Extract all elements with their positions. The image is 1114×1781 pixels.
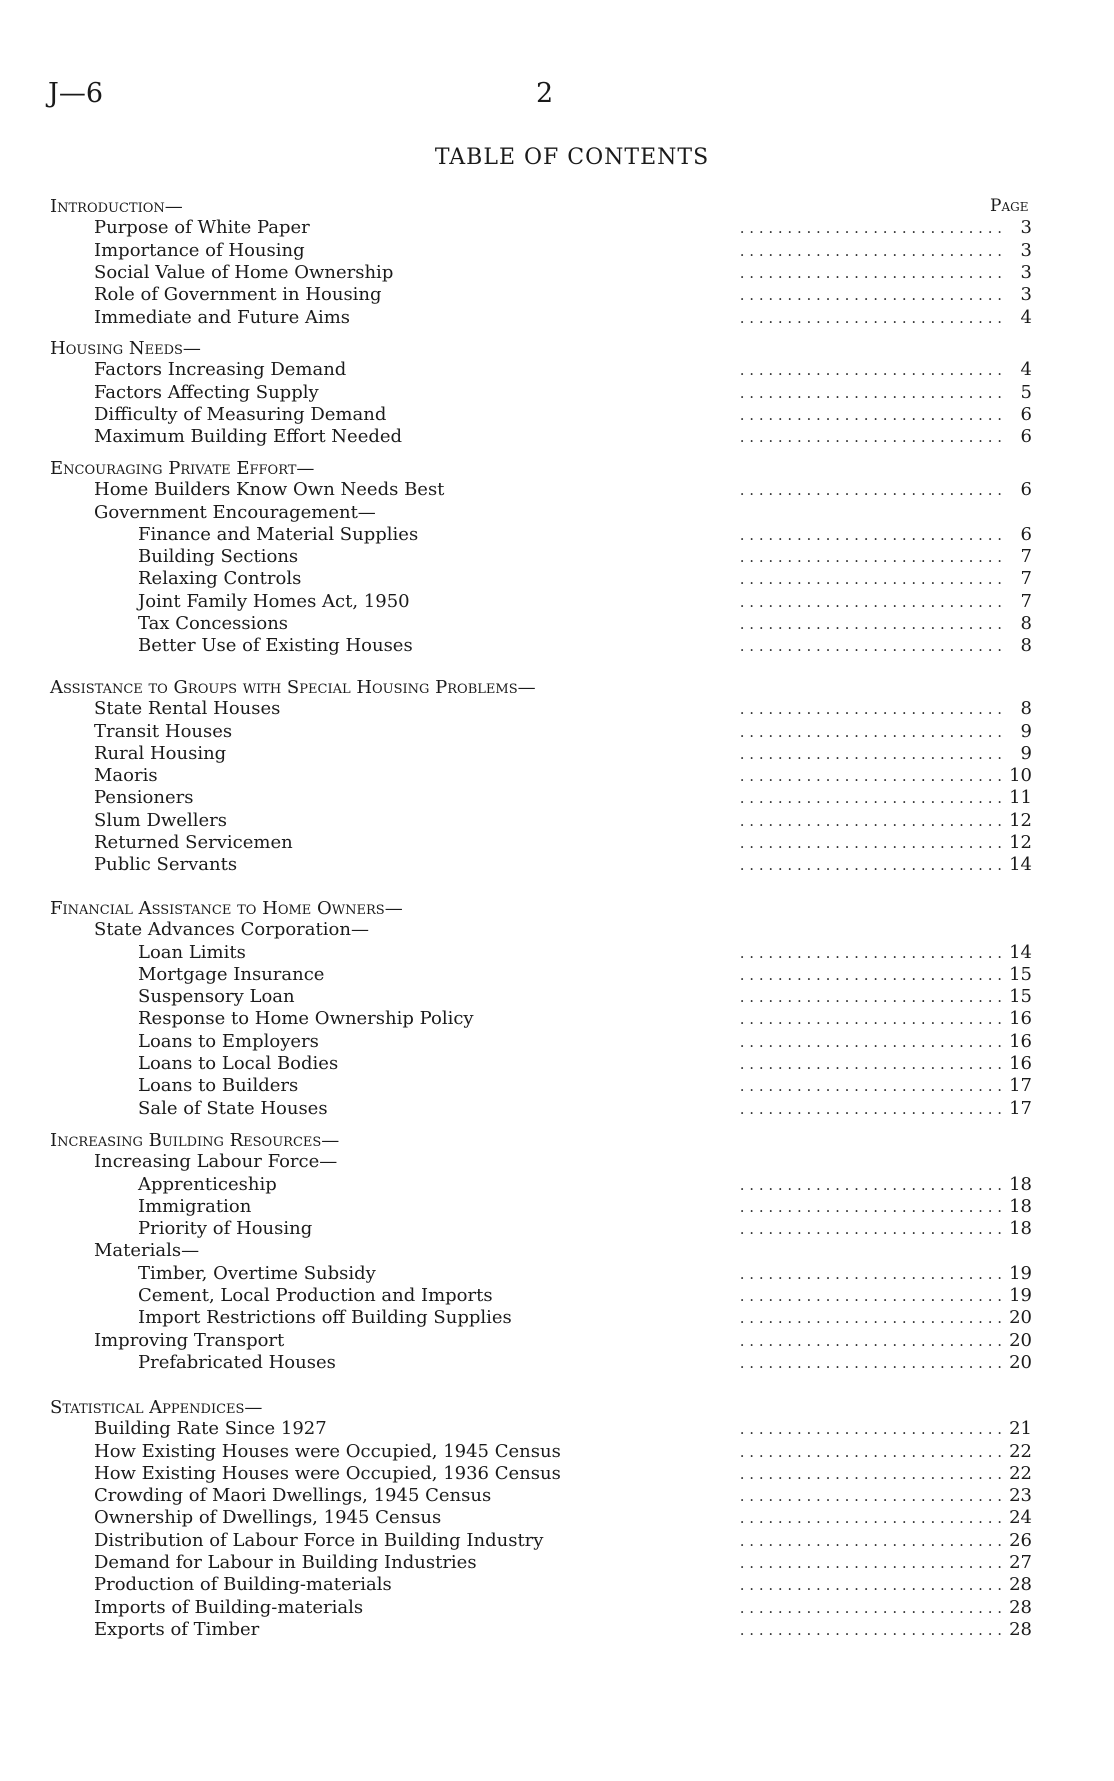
leader-dots: . . . . . . . . . . . . . . . . . . . . . . . . . . . .: [739, 723, 1002, 741]
leader-dots: . . . . . . . . . . . . . . . . . . . . . . . . . . . .: [739, 966, 1002, 984]
toc-entry-label: Transit Houses: [94, 721, 233, 742]
toc-entry-label: Finance and Material Supplies: [138, 524, 419, 545]
toc-entry-label: Import Restrictions off Building Supplies: [138, 1307, 512, 1328]
section-heading: Assistance to Groups with Special Housing Problems—: [50, 677, 536, 698]
toc-entry-label: Role of Government in Housing: [94, 284, 382, 305]
leader-dots: . . . . . . . . . . . . . . . . . . . . . . . . . . . .: [739, 834, 1002, 852]
toc-entry-label: Cement, Local Production and Imports: [138, 1285, 493, 1306]
leader-dots: . . . . . . . . . . . . . . . . . . . . . . . . . . . .: [739, 812, 1002, 830]
leader-dots: . . . . . . . . . . . . . . . . . . . . . . . . . . . .: [739, 1100, 1002, 1118]
page-column-label: Page: [990, 196, 1029, 216]
toc-entry-page: 26: [1009, 1530, 1032, 1551]
section-heading: Introduction—: [50, 196, 183, 217]
leader-dots: . . . . . . . . . . . . . . . . . . . . . . . . . . . .: [739, 1621, 1002, 1639]
toc-entry: [0, 360, 1114, 380]
toc-entry: [0, 1099, 1114, 1119]
toc-entry: [0, 308, 1114, 328]
toc-entry-page: 20: [1009, 1352, 1032, 1373]
toc-entry-page: 23: [1009, 1485, 1032, 1506]
document-code: J—6: [48, 78, 104, 109]
section-heading: Statistical Appendices—: [50, 1397, 263, 1418]
toc-entry-page: 17: [1009, 1098, 1032, 1119]
toc-entry-label: Imports of Building-materials: [94, 1597, 364, 1618]
toc-entry-label: Public Servants: [94, 854, 238, 875]
toc-entry-page: 18: [1009, 1174, 1032, 1195]
toc-entry-page: 3: [1020, 262, 1032, 283]
toc-entry-label: Factors Affecting Supply: [94, 382, 319, 403]
toc-entry: [0, 699, 1114, 719]
leader-dots: . . . . . . . . . . . . . . . . . . . . . . . . . . . .: [739, 1077, 1002, 1095]
toc-entry-page: 3: [1020, 284, 1032, 305]
toc-entry-page: 11: [1009, 787, 1032, 808]
toc-entry-page: 21: [1009, 1418, 1032, 1439]
toc-entry-label: Materials—: [94, 1240, 200, 1261]
leader-dots: . . . . . . . . . . . . . . . . . . . . . . . . . . . .: [739, 481, 1002, 499]
toc-entry: [0, 592, 1114, 612]
leader-dots: . . . . . . . . . . . . . . . . . . . . . . . . . . . .: [739, 789, 1002, 807]
leader-dots: . . . . . . . . . . . . . . . . . . . . . . . . . . . .: [739, 1354, 1002, 1372]
toc-entry-page: 9: [1020, 743, 1032, 764]
toc-entry-page: 6: [1020, 524, 1032, 545]
toc-entry-label: How Existing Houses were Occupied, 1945 Census: [94, 1441, 561, 1462]
toc-entry: [0, 1264, 1114, 1284]
toc-entry: [0, 383, 1114, 403]
toc-entry: [0, 855, 1114, 875]
toc-entry: [0, 405, 1114, 425]
toc-entry-label: Loans to Local Bodies: [138, 1053, 339, 1074]
toc-entry-label: Prefabricated Houses: [138, 1352, 336, 1373]
toc-entry-page: 6: [1020, 404, 1032, 425]
toc-entry-label: Rural Housing: [94, 743, 227, 764]
toc-entry: [0, 788, 1114, 808]
leader-dots: . . . . . . . . . . . . . . . . . . . . . . . . . . . .: [739, 745, 1002, 763]
toc-entry-label: Response to Home Ownership Policy: [138, 1008, 474, 1029]
toc-entry-label: State Rental Houses: [94, 698, 281, 719]
toc-entry-label: Tax Concessions: [138, 613, 289, 634]
toc-entry-page: 4: [1020, 307, 1032, 328]
toc-entry-label: Mortgage Insurance: [138, 964, 325, 985]
leader-dots: . . . . . . . . . . . . . . . . . . . . . . . . . . . .: [739, 1554, 1002, 1572]
leader-dots: . . . . . . . . . . . . . . . . . . . . . . . . . . . .: [739, 700, 1002, 718]
toc-entry: [0, 920, 1114, 940]
toc-entry-page: 22: [1009, 1463, 1032, 1484]
toc-entry-label: Maximum Building Effort Needed: [94, 426, 403, 447]
leader-dots: . . . . . . . . . . . . . . . . . . . . . . . . . . . .: [739, 361, 1002, 379]
toc-entry-page: 7: [1020, 568, 1032, 589]
leader-dots: . . . . . . . . . . . . . . . . . . . . . . . . . . . .: [739, 264, 1002, 282]
toc-entry: [0, 218, 1114, 238]
toc-entry: [0, 1076, 1114, 1096]
toc-entry-page: 7: [1020, 591, 1032, 612]
toc-entry-page: 20: [1009, 1307, 1032, 1328]
toc-entry: [0, 1175, 1114, 1195]
toc-entry-label: Apprenticeship: [138, 1174, 277, 1195]
toc-entry: [0, 1464, 1114, 1484]
toc-entry: [0, 1009, 1114, 1029]
leader-dots: . . . . . . . . . . . . . . . . . . . . . . . . . . . .: [739, 548, 1002, 566]
toc-entry-page: 8: [1020, 613, 1032, 634]
toc-entry-label: Purpose of White Paper: [94, 217, 310, 238]
toc-entry-page: 16: [1009, 1008, 1032, 1029]
toc-entry-label: Loans to Builders: [138, 1075, 299, 1096]
toc-entry: [0, 1575, 1114, 1595]
toc-entry-page: 24: [1009, 1507, 1032, 1528]
leader-dots: . . . . . . . . . . . . . . . . . . . . . . . . . . . .: [739, 1509, 1002, 1527]
toc-entry: [0, 1620, 1114, 1640]
toc-entry-page: 15: [1009, 964, 1032, 985]
toc-entry: [0, 722, 1114, 742]
leader-dots: . . . . . . . . . . . . . . . . . . . . . . . . . . . .: [739, 219, 1002, 237]
toc-entry: [0, 766, 1114, 786]
section-heading: Encouraging Private Effort—: [50, 458, 315, 479]
leader-dots: . . . . . . . . . . . . . . . . . . . . . . . . . . . .: [739, 988, 1002, 1006]
leader-dots: . . . . . . . . . . . . . . . . . . . . . . . . . . . .: [739, 286, 1002, 304]
toc-entry-label: Ownership of Dwellings, 1945 Census: [94, 1507, 442, 1528]
toc-entry: [0, 547, 1114, 567]
toc-entry-page: 27: [1009, 1552, 1032, 1573]
toc-entry-page: 28: [1009, 1597, 1032, 1618]
toc-entry-page: 7: [1020, 546, 1032, 567]
toc-entry: [0, 811, 1114, 831]
toc-entry-label: Sale of State Houses: [138, 1098, 328, 1119]
toc-entry-page: 9: [1020, 721, 1032, 742]
toc-entry-page: 12: [1009, 810, 1032, 831]
leader-dots: . . . . . . . . . . . . . . . . . . . . . . . . . . . .: [739, 309, 1002, 327]
leader-dots: . . . . . . . . . . . . . . . . . . . . . . . . . . . .: [739, 1599, 1002, 1617]
toc-entry: [0, 1486, 1114, 1506]
leader-dots: . . . . . . . . . . . . . . . . . . . . . . . . . . . .: [739, 1532, 1002, 1550]
toc-entry-page: 6: [1020, 479, 1032, 500]
toc-entry: [0, 263, 1114, 283]
leader-dots: . . . . . . . . . . . . . . . . . . . . . . . . . . . .: [739, 767, 1002, 785]
toc-entry: [0, 1241, 1114, 1261]
toc-entry: [0, 1219, 1114, 1239]
section-heading: Financial Assistance to Home Owners—: [50, 898, 403, 919]
toc-entry: [0, 636, 1114, 656]
leader-dots: . . . . . . . . . . . . . . . . . . . . . . . . . . . .: [739, 1487, 1002, 1505]
toc-entry-page: 3: [1020, 240, 1032, 261]
toc-entry-label: Home Builders Know Own Needs Best: [94, 479, 445, 500]
toc-entry: [0, 1152, 1114, 1172]
leader-dots: . . . . . . . . . . . . . . . . . . . . . . . . . . . .: [739, 1055, 1002, 1073]
leader-dots: . . . . . . . . . . . . . . . . . . . . . . . . . . . .: [739, 1443, 1002, 1461]
leader-dots: . . . . . . . . . . . . . . . . . . . . . . . . . . . .: [739, 570, 1002, 588]
leader-dots: . . . . . . . . . . . . . . . . . . . . . . . . . . . .: [739, 1576, 1002, 1594]
toc-entry: [0, 1442, 1114, 1462]
leader-dots: . . . . . . . . . . . . . . . . . . . . . . . . . . . .: [739, 428, 1002, 446]
leader-dots: . . . . . . . . . . . . . . . . . . . . . . . . . . . .: [739, 406, 1002, 424]
leader-dots: . . . . . . . . . . . . . . . . . . . . . . . . . . . .: [739, 1176, 1002, 1194]
toc-entry-label: Crowding of Maori Dwellings, 1945 Census: [94, 1485, 492, 1506]
toc-entry: [0, 1308, 1114, 1328]
page-title: TABLE OF CONTENTS: [434, 145, 710, 170]
toc-entry-label: Slum Dwellers: [94, 810, 227, 831]
leader-dots: . . . . . . . . . . . . . . . . . . . . . . . . . . . .: [739, 526, 1002, 544]
toc-entry-label: Joint Family Homes Act, 1950: [138, 591, 410, 612]
toc-entry: [0, 569, 1114, 589]
leader-dots: . . . . . . . . . . . . . . . . . . . . . . . . . . . .: [739, 593, 1002, 611]
toc-entry: [0, 1508, 1114, 1528]
toc-entry: [0, 503, 1114, 523]
page-number: 2: [536, 78, 554, 109]
toc-entry: [0, 1598, 1114, 1618]
toc-entry-label: Pensioners: [94, 787, 194, 808]
toc-entry-page: 28: [1009, 1619, 1032, 1640]
leader-dots: . . . . . . . . . . . . . . . . . . . . . . . . . . . .: [739, 1220, 1002, 1238]
leader-dots: . . . . . . . . . . . . . . . . . . . . . . . . . . . .: [739, 384, 1002, 402]
toc-entry: [0, 1331, 1114, 1351]
leader-dots: . . . . . . . . . . . . . . . . . . . . . . . . . . . .: [739, 1309, 1002, 1327]
toc-entry-page: 14: [1009, 942, 1032, 963]
toc-entry-page: 5: [1020, 382, 1032, 403]
leader-dots: . . . . . . . . . . . . . . . . . . . . . . . . . . . .: [739, 1265, 1002, 1283]
leader-dots: . . . . . . . . . . . . . . . . . . . . . . . . . . . .: [739, 944, 1002, 962]
toc-entry-label: Immigration: [138, 1196, 252, 1217]
toc-entry-page: 4: [1020, 359, 1032, 380]
toc-entry-label: Relaxing Controls: [138, 568, 302, 589]
toc-entry-page: 16: [1009, 1053, 1032, 1074]
toc-entry-page: 8: [1020, 698, 1032, 719]
toc-entry-page: 10: [1009, 765, 1032, 786]
toc-entry-label: Priority of Housing: [138, 1218, 313, 1239]
toc-entry: [0, 427, 1114, 447]
toc-entry-label: State Advances Corporation—: [94, 919, 369, 940]
toc-entry: [0, 285, 1114, 305]
toc-entry: [0, 1353, 1114, 1373]
leader-dots: . . . . . . . . . . . . . . . . . . . . . . . . . . . .: [739, 1033, 1002, 1051]
toc-entry-label: Building Sections: [138, 546, 299, 567]
section-heading: Increasing Building Resources—: [50, 1130, 340, 1151]
toc-entry-page: 18: [1009, 1196, 1032, 1217]
toc-entry: [0, 987, 1114, 1007]
leader-dots: . . . . . . . . . . . . . . . . . . . . . . . . . . . .: [739, 1198, 1002, 1216]
toc-entry: [0, 1286, 1114, 1306]
toc-entry: [0, 241, 1114, 261]
section-heading: Housing Needs—: [50, 338, 201, 359]
toc-entry-label: Government Encouragement—: [94, 502, 376, 523]
toc-entry: [0, 1032, 1114, 1052]
toc-entry-label: Social Value of Home Ownership: [94, 262, 394, 283]
toc-entry-label: Increasing Labour Force—: [94, 1151, 338, 1172]
leader-dots: . . . . . . . . . . . . . . . . . . . . . . . . . . . .: [739, 637, 1002, 655]
toc-entry: [0, 1419, 1114, 1439]
toc-entry-page: 28: [1009, 1574, 1032, 1595]
toc-entry-page: 14: [1009, 854, 1032, 875]
leader-dots: . . . . . . . . . . . . . . . . . . . . . . . . . . . .: [739, 1010, 1002, 1028]
toc-entry-label: Difficulty of Measuring Demand: [94, 404, 387, 425]
toc-entry: [0, 1197, 1114, 1217]
leader-dots: . . . . . . . . . . . . . . . . . . . . . . . . . . . .: [739, 1420, 1002, 1438]
leader-dots: . . . . . . . . . . . . . . . . . . . . . . . . . . . .: [739, 615, 1002, 633]
toc-entry-label: Timber, Overtime Subsidy: [138, 1263, 376, 1284]
toc-entry-label: Maoris: [94, 765, 158, 786]
toc-entry-label: Distribution of Labour Force in Building Industry: [94, 1530, 544, 1551]
toc-entry-label: Building Rate Since 1927: [94, 1418, 327, 1439]
toc-entry-page: 19: [1009, 1263, 1032, 1284]
toc-entry: [0, 833, 1114, 853]
toc-entry-label: Suspensory Loan: [138, 986, 295, 1007]
toc-entry-label: Improving Transport: [94, 1330, 285, 1351]
toc-entry: [0, 1054, 1114, 1074]
toc-entry: [0, 525, 1114, 545]
toc-entry-page: 16: [1009, 1031, 1032, 1052]
leader-dots: . . . . . . . . . . . . . . . . . . . . . . . . . . . .: [739, 1465, 1002, 1483]
toc-entry-label: Importance of Housing: [94, 240, 305, 261]
toc-entry: [0, 965, 1114, 985]
toc-entry-page: 12: [1009, 832, 1032, 853]
toc-entry-page: 18: [1009, 1218, 1032, 1239]
toc-entry-label: Demand for Labour in Building Industries: [94, 1552, 477, 1573]
toc-entry: [0, 744, 1114, 764]
toc-entry: [0, 943, 1114, 963]
toc-entry-label: Exports of Timber: [94, 1619, 260, 1640]
toc-entry-label: Immediate and Future Aims: [94, 307, 351, 328]
toc-entry-label: Loans to Employers: [138, 1031, 319, 1052]
toc-entry-label: Loan Limits: [138, 942, 246, 963]
leader-dots: . . . . . . . . . . . . . . . . . . . . . . . . . . . .: [739, 242, 1002, 260]
toc-entry-label: Returned Servicemen: [94, 832, 293, 853]
toc-entry-page: 22: [1009, 1441, 1032, 1462]
toc-entry-label: Better Use of Existing Houses: [138, 635, 413, 656]
leader-dots: . . . . . . . . . . . . . . . . . . . . . . . . . . . .: [739, 1332, 1002, 1350]
toc-entry-label: Production of Building-materials: [94, 1574, 392, 1595]
toc-entry-page: 20: [1009, 1330, 1032, 1351]
toc-entry: [0, 614, 1114, 634]
toc-entry-page: 6: [1020, 426, 1032, 447]
toc-entry-page: 19: [1009, 1285, 1032, 1306]
toc-entry-page: 8: [1020, 635, 1032, 656]
toc-entry-page: 3: [1020, 217, 1032, 238]
toc-entry-page: 15: [1009, 986, 1032, 1007]
leader-dots: . . . . . . . . . . . . . . . . . . . . . . . . . . . .: [739, 1287, 1002, 1305]
toc-entry: [0, 480, 1114, 500]
leader-dots: . . . . . . . . . . . . . . . . . . . . . . . . . . . .: [739, 856, 1002, 874]
toc-entry: [0, 1531, 1114, 1551]
toc-entry-label: Factors Increasing Demand: [94, 359, 347, 380]
toc-entry-page: 17: [1009, 1075, 1032, 1096]
toc-entry-label: How Existing Houses were Occupied, 1936 Census: [94, 1463, 561, 1484]
toc-entry: [0, 1553, 1114, 1573]
